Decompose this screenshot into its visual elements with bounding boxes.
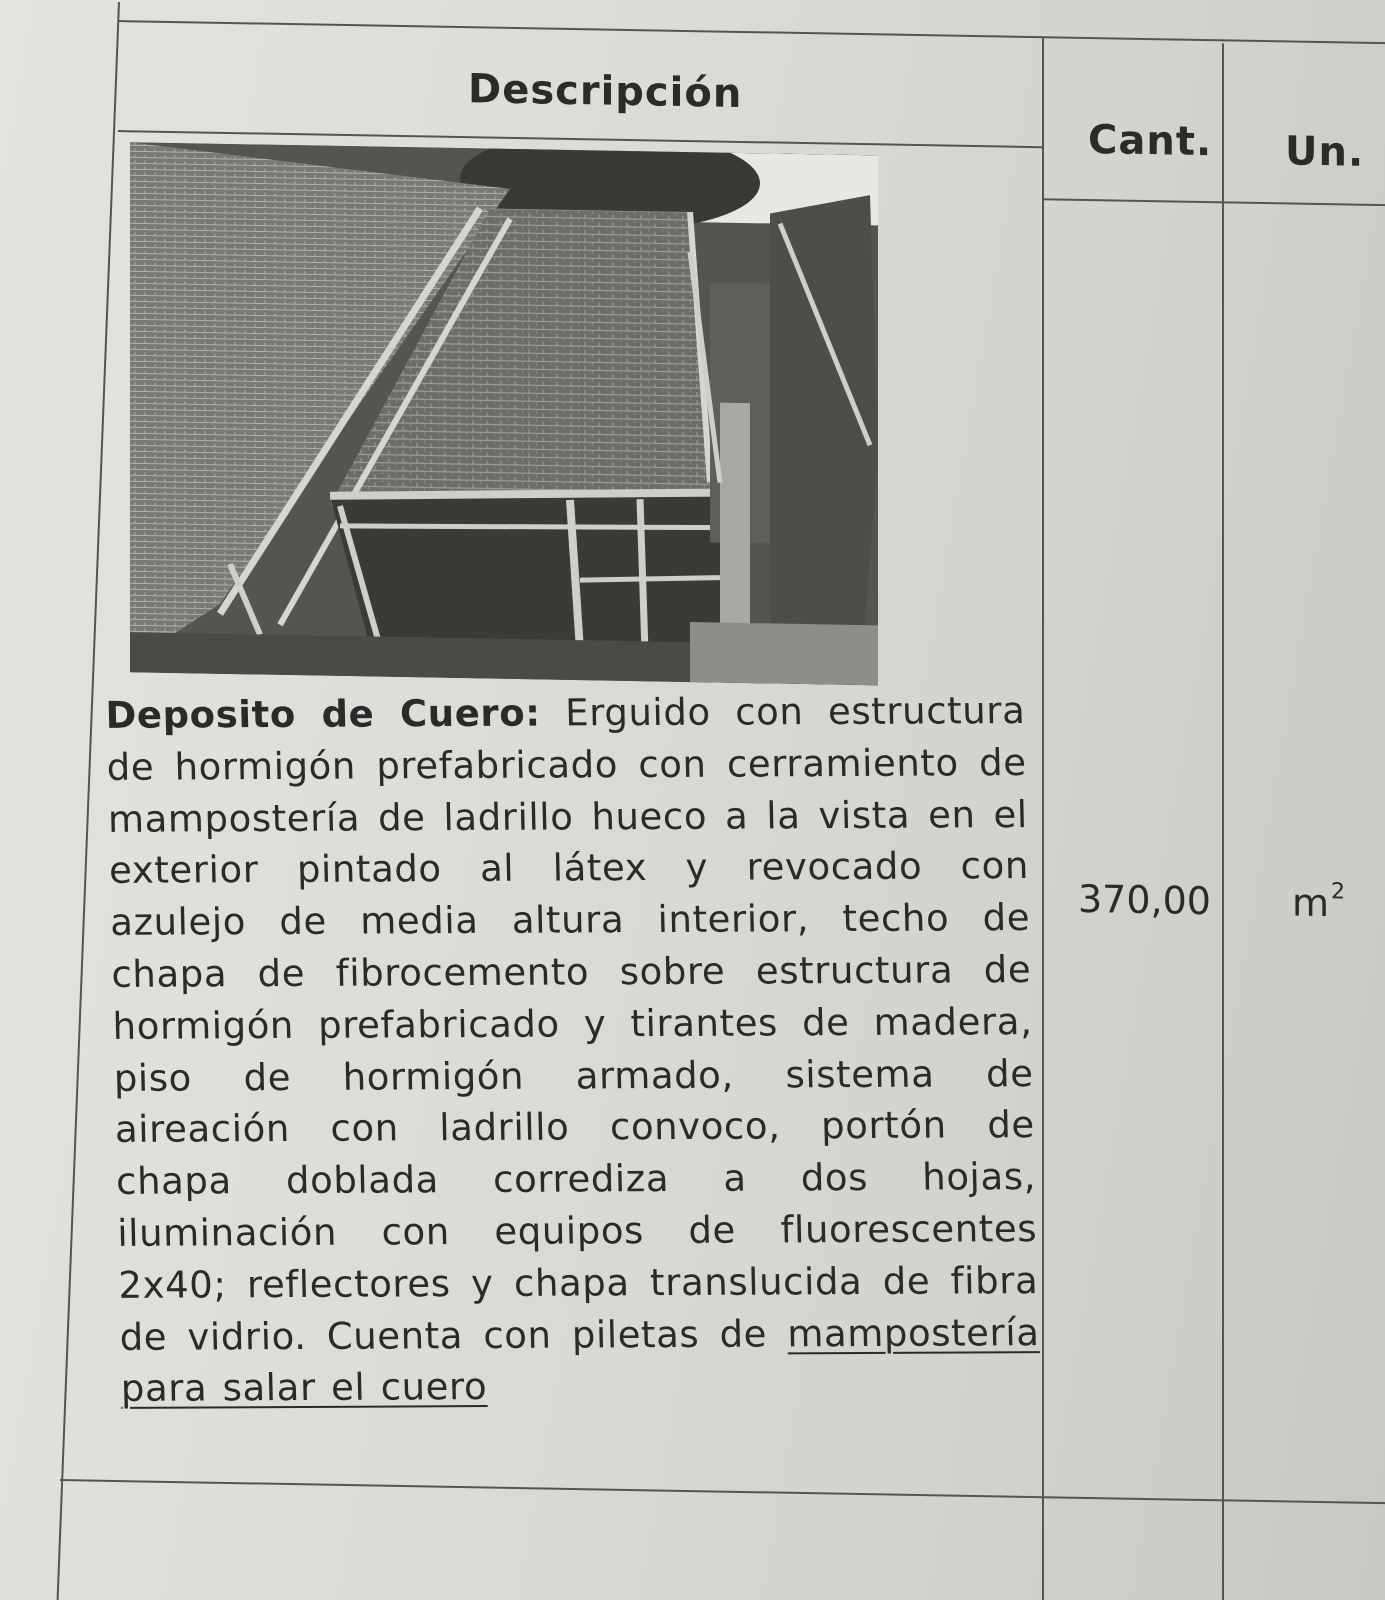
- deposito-photo-illustration: [130, 142, 878, 685]
- row-bottom-border: [60, 1479, 1385, 1504]
- item-description-text: Erguido con estructura de hormigón prefabricado con cerramiento de mampostería de ladrillo hueco a la vista en el exterior pintado al látex y revocado con azulejo de media altura interior, techo de chapa de fibrocemento sobre estructura de hormigón prefabricado y tirantes de madera, piso de hormigón armado, sistema de aireación con ladrillo convoco, portón de chapa doblada corrediza a dos hojas, iluminación con equipos de fluorescentes 2x40; reflectores y chapa translucida de fibra de vidrio. Cuenta con piletas de: [106, 689, 1039, 1359]
- column-divider-quantity: [1042, 38, 1044, 1600]
- item-title: Deposito de Cuero:: [105, 691, 542, 737]
- item-quantity: 370,00: [1078, 876, 1211, 924]
- unit-base: m: [1292, 880, 1330, 926]
- item-description-end: mampostería para salar el cuero: [120, 1310, 1040, 1411]
- deposito-photo: [130, 142, 878, 685]
- unit-exponent: 2: [1331, 879, 1346, 905]
- header-unit: Un.: [1285, 128, 1365, 176]
- column-divider-unit: [1222, 43, 1224, 1600]
- header-description: Descripción: [468, 66, 743, 117]
- item-unit: [1292, 879, 1345, 926]
- table-top-border: [118, 20, 1385, 44]
- header-bottom-border-right: [1042, 198, 1385, 206]
- item-description: [105, 685, 1041, 1415]
- header-quantity: Cant.: [1088, 116, 1213, 166]
